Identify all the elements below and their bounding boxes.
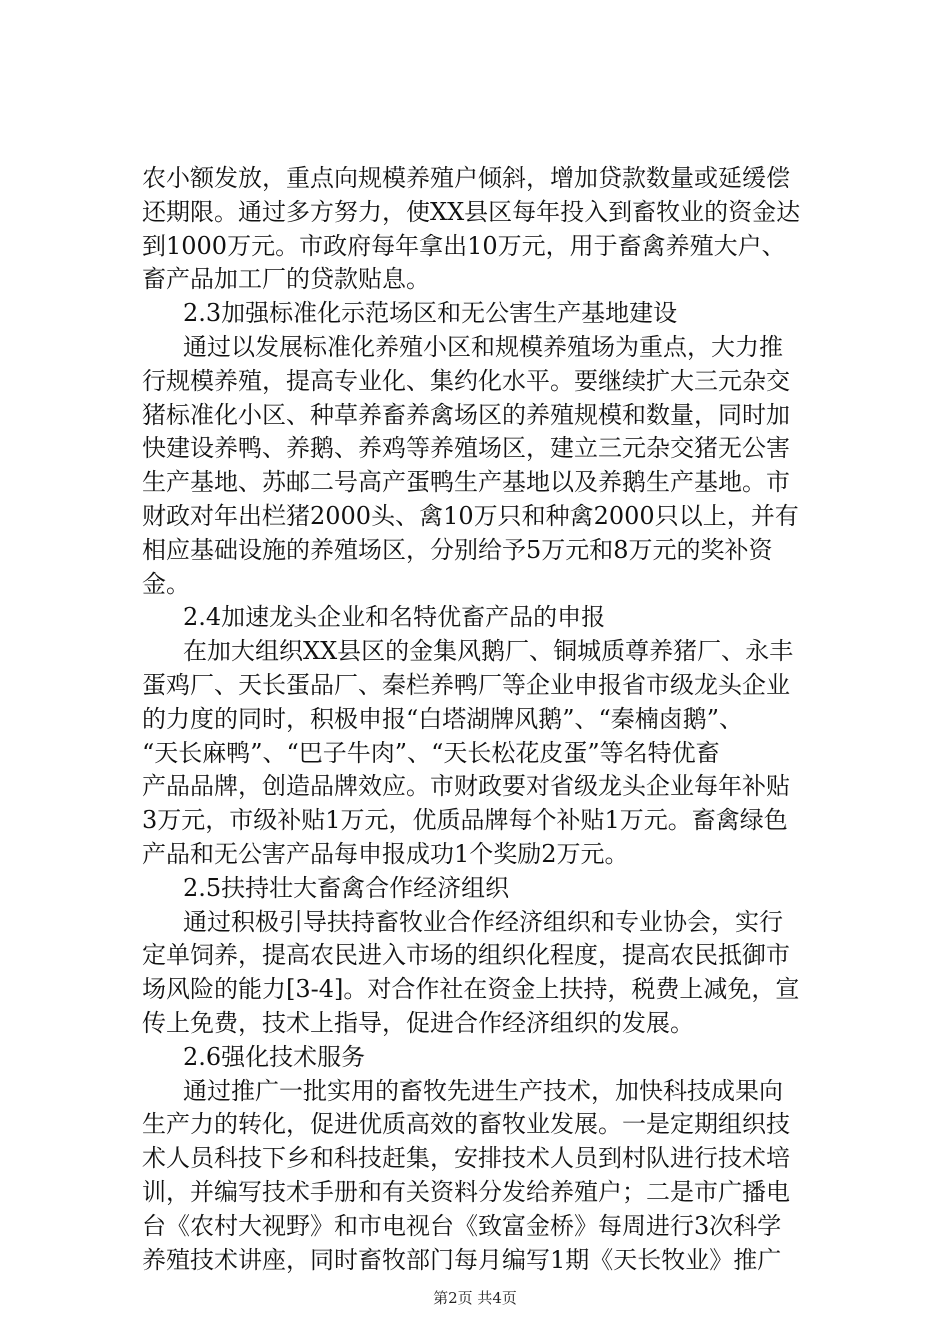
text-line: 金。: [142, 569, 190, 598]
text-line: 3万元，市级补贴1万元，优质品牌每个补贴1万元。畜禽绿色: [142, 806, 788, 835]
page-footer: 第2页 共4页: [433, 1289, 517, 1307]
text-line: 财政对年出栏猪2000头、禽10万只和种禽2000只以上，并有: [142, 501, 799, 530]
text-line: 2.6强化技术服务: [183, 1042, 366, 1071]
document-body: [142, 162, 832, 1277]
text-line: 在加大组织XX县区的金集风鹅厂、铜城质尊养猪厂、永丰: [183, 637, 794, 666]
text-line: 养殖技术讲座，同时畜牧部门每月编写1期《天长牧业》推广: [142, 1245, 782, 1274]
text-line: 畜产品加工厂的贷款贴息。: [142, 265, 430, 294]
text-line: 训，并编写技术手册和有关资料分发给养殖户；二是市广播电: [142, 1177, 790, 1206]
text-line: “天长麻鸭”、“巴子牛肉”、“天长松花皮蛋”等名特优畜: [142, 738, 720, 767]
text-line: 农小额发放，重点向规模养殖户倾斜，增加贷款数量或延缓偿: [142, 164, 790, 192]
text-line: 猪标准化小区、种草养畜养禽场区的养殖规模和数量，同时加: [142, 400, 790, 429]
text-line: 快建设养鸭、养鹅、养鸡等养殖场区，建立三元杂交猪无公害: [142, 434, 790, 463]
text-line: 传上免费，技术上指导，促进合作经济组织的发展。: [142, 1008, 694, 1037]
text-line: 产品品牌，创造品牌效应。市财政要对省级龙头企业每年补贴: [142, 772, 790, 801]
text-line: 的力度的同时，积极申报“白塔湖牌风鹅”、“秦楠卤鹅”、: [142, 704, 744, 733]
text-line: 通过推广一批实用的畜牧先进生产技术，加快科技成果向: [183, 1076, 783, 1105]
text-line: 定单饲养，提高农民进入市场的组织化程度，提高农民抵御市: [142, 941, 790, 970]
text-line: 产品和无公害产品每申报成功1个奖励2万元。: [142, 839, 629, 868]
text-line: 行规模养殖，提高专业化、集约化水平。要继续扩大三元杂交: [142, 366, 790, 395]
text-line: 到1000万元。市政府每年拿出10万元，用于畜禽养殖大户、: [142, 231, 786, 260]
text-line: 生产力的转化，促进优质高效的畜牧业发展。一是定期组织技: [142, 1110, 790, 1139]
text-line: 2.4加速龙头企业和名特优畜产品的申报: [183, 603, 606, 632]
text-line: 术人员科技下乡和科技赶集，安排技术人员到村队进行技术培: [142, 1144, 790, 1173]
text-line: 相应基础设施的养殖场区，分别给予5万元和8万元的奖补资: [142, 535, 773, 564]
text-line: 通过以发展标准化养殖小区和规模养殖场为重点，大力推: [183, 332, 783, 361]
text-line: 2.5扶持壮大畜禽合作经济组织: [183, 873, 510, 902]
text-line: 台《农村大视野》和市电视台《致富金桥》每周进行3次科学: [142, 1211, 782, 1240]
text-line: 蛋鸡厂、天长蛋品厂、秦栏养鸭厂等企业申报省市级龙头企业: [142, 670, 790, 699]
text-line: 2.3加强标准化示范场区和无公害生产基地建设: [183, 299, 678, 328]
text-line: 还期限。通过多方努力，使XX县区每年投入到畜牧业的资金达: [142, 197, 801, 226]
text-line: 生产基地、苏邮二号高产蛋鸭生产基地以及养鹅生产基地。市: [142, 468, 790, 497]
text-line: 通过积极引导扶持畜牧业合作经济组织和专业协会，实行: [183, 907, 783, 936]
text-line: 场风险的能力[3-4]。对合作社在资金上扶持，税费上减免，宣: [142, 975, 800, 1004]
